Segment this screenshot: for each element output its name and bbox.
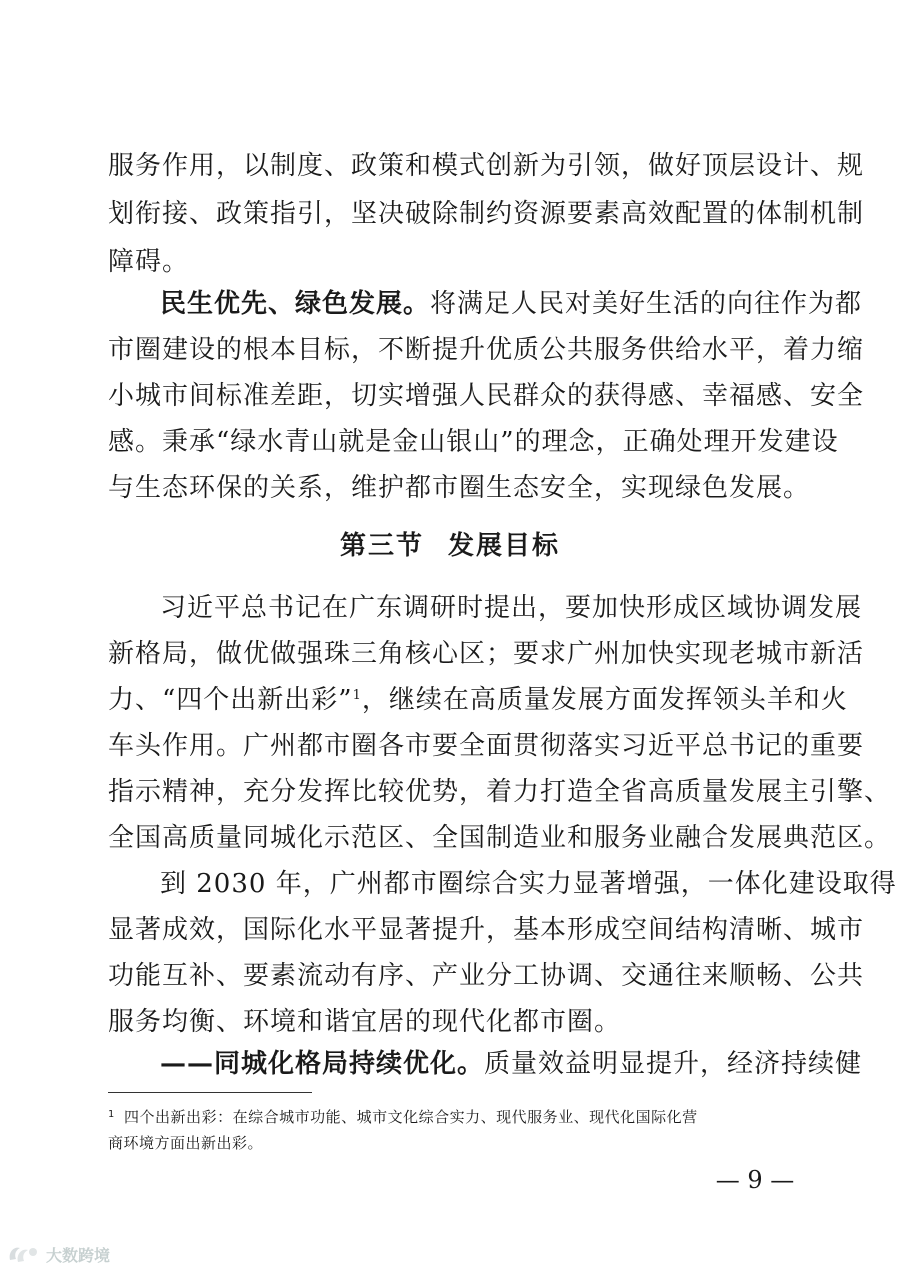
body-text-line: 感。秉承“绿水青山就是金山银山”的理念，正确处理开发建设 [108, 427, 839, 457]
body-text-line: 服务均衡、环境和谐宜居的现代化都市圈。 [108, 1007, 622, 1037]
section-heading [0, 528, 900, 564]
section-number: 第三节 [339, 531, 424, 561]
footnote-divider [108, 1092, 312, 1093]
paragraph-text: 质量效益明显提升，经济持续健 [484, 1049, 863, 1079]
section-title: 发展目标 [448, 531, 561, 561]
paragraph-text: ，继续在高质量发展方面发挥领头羊和火 [361, 685, 848, 715]
body-text-line: 市圈建设的根本目标，不断提升优质公共服务供给水平，着力缩 [108, 335, 865, 365]
paragraph-lead-bold: 民生优先、绿色发展。 [160, 289, 431, 319]
body-text-line: 新格局，做优做强珠三角核心区；要求广州加快实现老城市新活 [108, 639, 865, 669]
body-text-line: 到 2030 年，广州都市圈综合实力显著增强，一体化建设取得 [160, 869, 897, 899]
footnote-line: 商环境方面出新出彩。 [108, 1134, 264, 1152]
body-text-line: 与生态环保的关系，维护都市圈生态安全，实现绿色发展。 [108, 473, 811, 503]
paragraph-lead-bold: ——同城化格局持续优化。 [160, 1049, 485, 1079]
watermark-logo-icon [6, 1242, 40, 1266]
body-text-line: 指示精神，充分发挥比较优势，着力打造全省高质量发展主引擎、 [108, 777, 892, 807]
body-text-line: 习近平总书记在广东调研时提出，要加快形成区域协调发展 [160, 593, 863, 623]
body-text-line [160, 286, 863, 322]
body-text-line: 划衔接、政策指引，坚决破除制约资源要素高效配置的体制机制 [108, 199, 865, 229]
body-text-line: 服务作用，以制度、政策和模式创新为引领，做好顶层设计、规 [108, 151, 865, 181]
footnote-reference[interactable]: 1 [352, 688, 362, 703]
footnote-text: 四个出新出彩：在综合城市功能、城市文化综合实力、现代服务业、现代化国际化营 [114, 1108, 698, 1126]
page-number: — 9 — [715, 1166, 795, 1194]
paragraph-text: 将满足人民对美好生活的向往作为都 [430, 289, 863, 319]
body-text-line [108, 682, 848, 718]
paragraph-text: 力、“四个出新出彩” [108, 685, 353, 715]
body-text-line: 显著成效，国际化水平显著提升，基本形成空间结构清晰、城市 [108, 915, 865, 945]
body-text-line [160, 1046, 863, 1082]
body-text-line: 车头作用。广州都市圈各市要全面贯彻落实习近平总书记的重要 [108, 731, 865, 761]
watermark [6, 1240, 110, 1268]
footnote-line [108, 1104, 798, 1130]
body-text-line: 障碍。 [108, 247, 190, 277]
body-text-line: 全国高质量同城化示范区、全国制造业和服务业融合发展典范区。 [108, 823, 892, 853]
watermark-text: 大数跨境 [46, 1245, 111, 1265]
body-text-line: 功能互补、要素流动有序、产业分工协调、交通往来顺畅、公共 [108, 961, 865, 991]
footnote-marker: 1 [108, 1109, 115, 1120]
body-text-line: 小城市间标准差距，切实增强人民群众的获得感、幸福感、安全 [108, 381, 865, 411]
